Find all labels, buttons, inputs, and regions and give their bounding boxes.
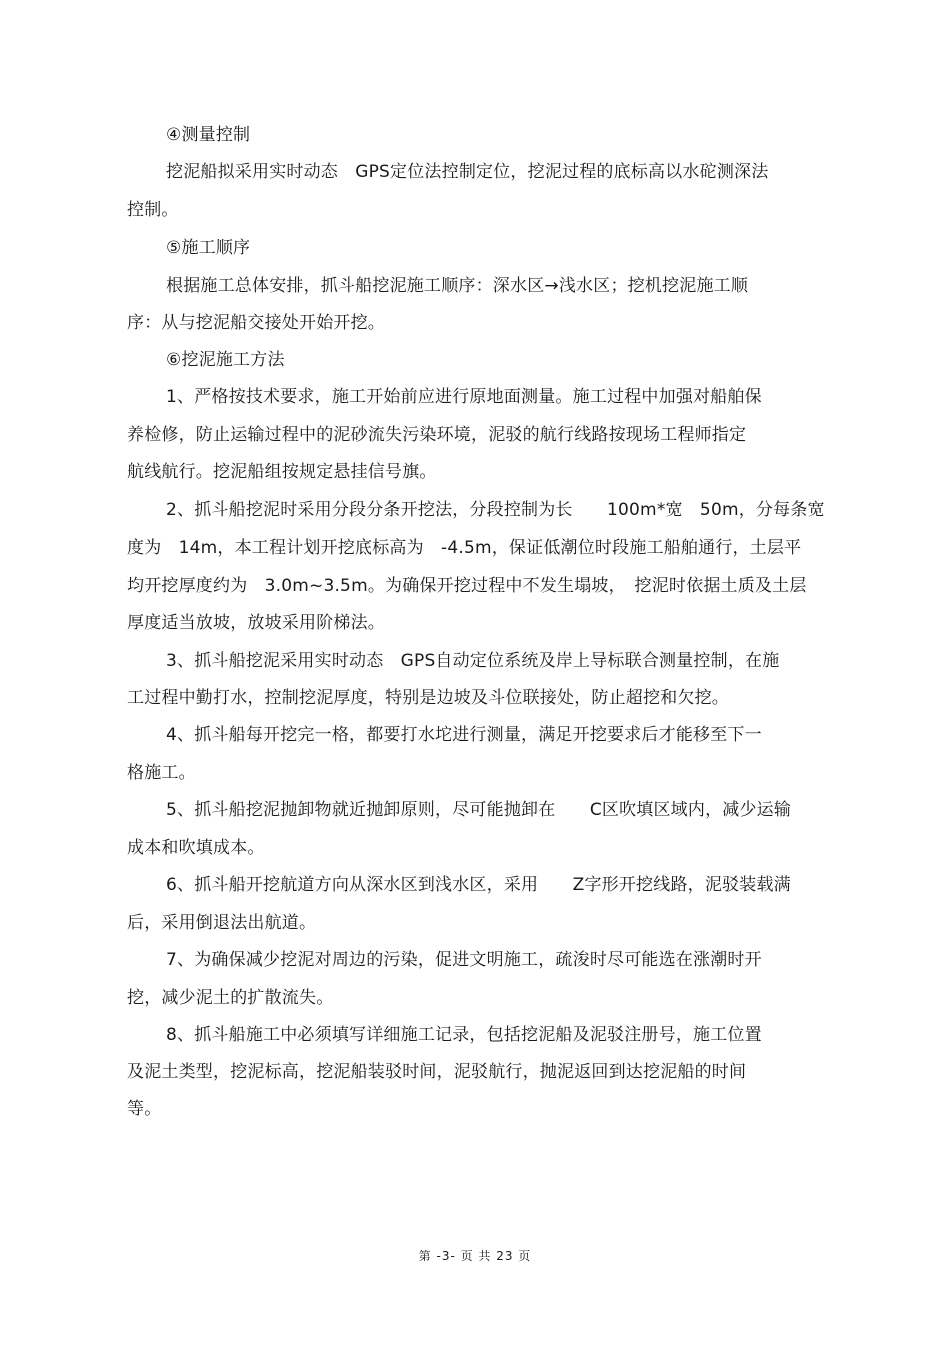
paragraph-line: 等。 <box>127 1099 162 1119</box>
subheading-construction-sequence: ⑤施工顺序 <box>166 238 251 258</box>
paragraph-line: 1、严格按技术要求，施工开始前应进行原地面测量。施工过程中加强对船舶保 <box>166 387 762 407</box>
paragraph-line: 控制。 <box>127 200 179 220</box>
paragraph-line: 3、抓斗船挖泥采用实时动态 GPS自动定位系统及岸上导标联合测量控制，在施 <box>166 651 780 671</box>
paragraph-line: 5、抓斗船挖泥抛卸物就近抛卸原则，尽可能抛卸在 C区吹填区域内，减少运输 <box>166 800 792 820</box>
paragraph-line: 6、抓斗船开挖航道方向从深水区到浅水区，采用 Z字形开挖线路，泥驳装载满 <box>166 875 791 895</box>
paragraph-line: 后，采用倒退法出航道。 <box>127 913 317 933</box>
paragraph-line: 4、抓斗船每开挖完一格，都要打水坨进行测量，满足开挖要求后才能移至下一 <box>166 725 762 745</box>
paragraph-line: 挖泥船拟采用实时动态 GPS定位法控制定位，挖泥过程的底标高以水砣测深法 <box>166 162 769 182</box>
paragraph-line: 格施工。 <box>127 763 196 783</box>
paragraph-line: 8、抓斗船施工中必须填写详细施工记录，包括挖泥船及泥驳注册号，施工位置 <box>166 1025 762 1045</box>
paragraph-line: 2、抓斗船挖泥时采用分段分条开挖法，分段控制为长 100m*宽 50m，分每条宽 <box>166 500 825 520</box>
paragraph-line: 厚度适当放坡，放坡采用阶梯法。 <box>127 613 385 633</box>
paragraph-line: 度为 14m，本工程计划开挖底标高为 -4.5m，保证低潮位时段施工船舶通行，土层平 <box>127 538 802 558</box>
paragraph-line: 养检修，防止运输过程中的泥砂流失污染环境，泥驳的航行线路按现场工程师指定 <box>127 425 747 445</box>
paragraph-line: 7、为确保减少挖泥对周边的污染，促进文明施工，疏浚时尽可能选在涨潮时开 <box>166 950 762 970</box>
paragraph-line: 成本和吹填成本。 <box>127 838 265 858</box>
paragraph-line: 序：从与挖泥船交接处开始开挖。 <box>127 313 385 333</box>
paragraph-line: 挖，减少泥土的扩散流失。 <box>127 988 334 1008</box>
paragraph-line: 均开挖厚度约为 3.0m~3.5m。为确保开挖过程中不发生塌坡， 挖泥时依据土质及土层 <box>127 576 807 596</box>
paragraph-line: 根据施工总体安排，抓斗船挖泥施工顺序：深水区→浅水区；挖机挖泥施工顺 <box>166 276 749 296</box>
paragraph-line: 航线航行。挖泥船组按规定悬挂信号旗。 <box>127 462 437 482</box>
page-number-footer: 第 -3- 页 共 23 页 <box>418 1249 532 1263</box>
subheading-dredging-method: ⑥挖泥施工方法 <box>166 350 285 370</box>
subheading-survey-control: ④测量控制 <box>166 125 251 145</box>
paragraph-line: 及泥土类型，挖泥标高，挖泥船装驳时间，泥驳航行，抛泥返回到达挖泥船的时间 <box>127 1062 747 1082</box>
paragraph-line: 工过程中勤打水，控制挖泥厚度，特别是边坡及斗位联接处，防止超挖和欠挖。 <box>127 688 729 708</box>
